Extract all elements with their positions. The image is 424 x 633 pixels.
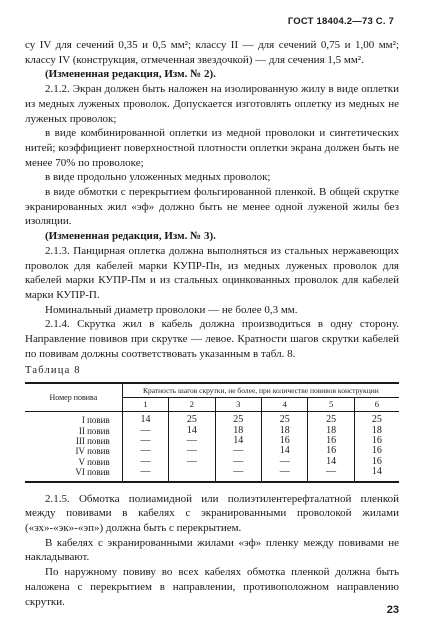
table-cell: 16 — [354, 457, 399, 467]
table-cell: — — [262, 457, 308, 467]
row-name: I повив — [25, 412, 122, 426]
table-cell: 14 — [354, 467, 399, 481]
column-header-2: 2 — [169, 398, 215, 412]
column-header-3: 3 — [215, 398, 261, 412]
amendment-note: (Измененная редакция, Изм. № 3). — [45, 230, 216, 243]
table-cell — [169, 467, 215, 481]
table-cell: 18 — [354, 426, 399, 436]
page-number: 23 — [386, 604, 399, 616]
table-cell: 14 — [215, 436, 261, 446]
row-name: V повив — [78, 456, 110, 467]
paragraph: 2.1.3. Панцирная оплетка должна выполняться из стальных нержавеющих проволок для кабелей марки КУПР-Пн, из медных луженых проволок для кабелей марки КУПР-Пм и из стальных оцинкованных проволок для кабелей марки КУПР-П. — [25, 244, 399, 301]
paragraph: су IV для сечений 0,35 и 0,5 мм²; классу II — для сечений 0,75 и 1,00 мм²; классу IV (конструкция, отмеченная звездочкой) — для сечения 1,5 мм². — [25, 39, 399, 66]
column-header-4: 4 — [262, 398, 308, 412]
table-8 — [25, 382, 399, 482]
table-cell: 16 — [262, 436, 308, 446]
table-cell: — — [215, 457, 261, 467]
table-cell: — — [122, 426, 168, 436]
column-header-6: 6 — [354, 398, 399, 412]
table-cell: 14 — [122, 412, 168, 426]
paragraph: 2.1.5. Обмотка полиамидной или полиэтилентерефталатной пленкой между повивами в кабелях с экранированными проволокой жилами («эх»-«эк»-«эп») должна быть с перекрытием. — [25, 492, 399, 535]
group-header-cell: Кратность шагов скрутки, не более, при количестве повивов конструкции — [122, 383, 399, 398]
table-caption: Таблица 8 — [25, 365, 81, 377]
paragraph: в виде комбинированной оплетки из медной проволоки и синтетических нитей; коэффициент поверхностной плотности оплетки экрана должен быть не менее 70% по проволоке; — [25, 127, 399, 169]
table-cell: 25 — [215, 412, 261, 426]
table-cell: 14 — [169, 426, 215, 436]
paragraph: в виде продольно уложенных медных проволок; — [45, 171, 271, 184]
row-name: II повив — [78, 425, 110, 436]
table-row — [25, 446, 399, 456]
paragraph: 2.1.4. Скрутка жил в кабель должна производиться в одну сторону. Направление повивов при скрутке — левое. Кратности шагов скрутки кабелей по повивам должны соответствовать указанным в табл. 8. — [25, 318, 399, 360]
table-cell: — — [215, 467, 261, 481]
page-header: ГОСТ 18404.2—73 С. 7 — [287, 16, 394, 27]
paragraph: 2.1.2. Экран должен быть наложен на изолированную жилу в виде оплетки из медных луженых проволок. Допускается изготовлять оплетку из медных не луженых проволок; — [25, 83, 399, 125]
paragraph: в виде обмотки с перекрытием фольгированной пленкой. В общей скрутке экранированных жил «эф» должно быть не менее одной луженой жилы без изоляции. — [25, 186, 399, 228]
body-text — [25, 38, 399, 609]
table-cell: 18 — [308, 426, 354, 436]
table-cell: 18 — [262, 426, 308, 436]
table-cell: — — [169, 457, 215, 467]
row-name: IV повив — [75, 446, 110, 457]
table-cell: 14 — [262, 446, 308, 456]
table-row — [25, 436, 399, 446]
table-cell: 25 — [308, 412, 354, 426]
table-cell: — — [122, 446, 168, 456]
table-cell: — — [122, 467, 168, 481]
table-cell: 25 — [262, 412, 308, 426]
table-row — [25, 426, 399, 436]
table-cell: 16 — [354, 446, 399, 456]
table-cell: 16 — [354, 436, 399, 446]
row-header-cell: Номер повива — [25, 383, 122, 412]
table-cell: 16 — [308, 446, 354, 456]
paragraph: Номинальный диаметр проволоки — не более 0,3 мм. — [45, 303, 298, 316]
table-cell: — — [169, 446, 215, 456]
table-cell: — — [122, 436, 168, 446]
table-cell: 18 — [215, 426, 261, 436]
table-cell: — — [308, 467, 354, 481]
column-header-1: 1 — [122, 398, 168, 412]
table-row — [25, 457, 399, 467]
table-cell: 25 — [354, 412, 399, 426]
table-cell: — — [262, 467, 308, 481]
paragraph: В кабелях с экранированными жилами «эф» пленку между повивами не накладывают. — [25, 536, 399, 564]
column-header-5: 5 — [308, 398, 354, 412]
table-cell: 16 — [308, 436, 354, 446]
paragraph: По наружному повиву во всех кабелях обмотка пленкой должна быть наложена с перекрытием в направлении, противоположном направлению скрутки. — [25, 566, 399, 608]
table-cell: — — [215, 446, 261, 456]
table-row — [25, 467, 399, 481]
amendment-note: (Измененная редакция, Изм. № 2). — [45, 68, 216, 81]
row-name: III повив — [75, 435, 110, 446]
row-name: VI повив — [25, 467, 122, 481]
table-cell: 14 — [308, 457, 354, 467]
table-cell: — — [169, 436, 215, 446]
table-row — [25, 412, 399, 426]
table-cell: — — [122, 457, 168, 467]
table-cell: 25 — [169, 412, 215, 426]
